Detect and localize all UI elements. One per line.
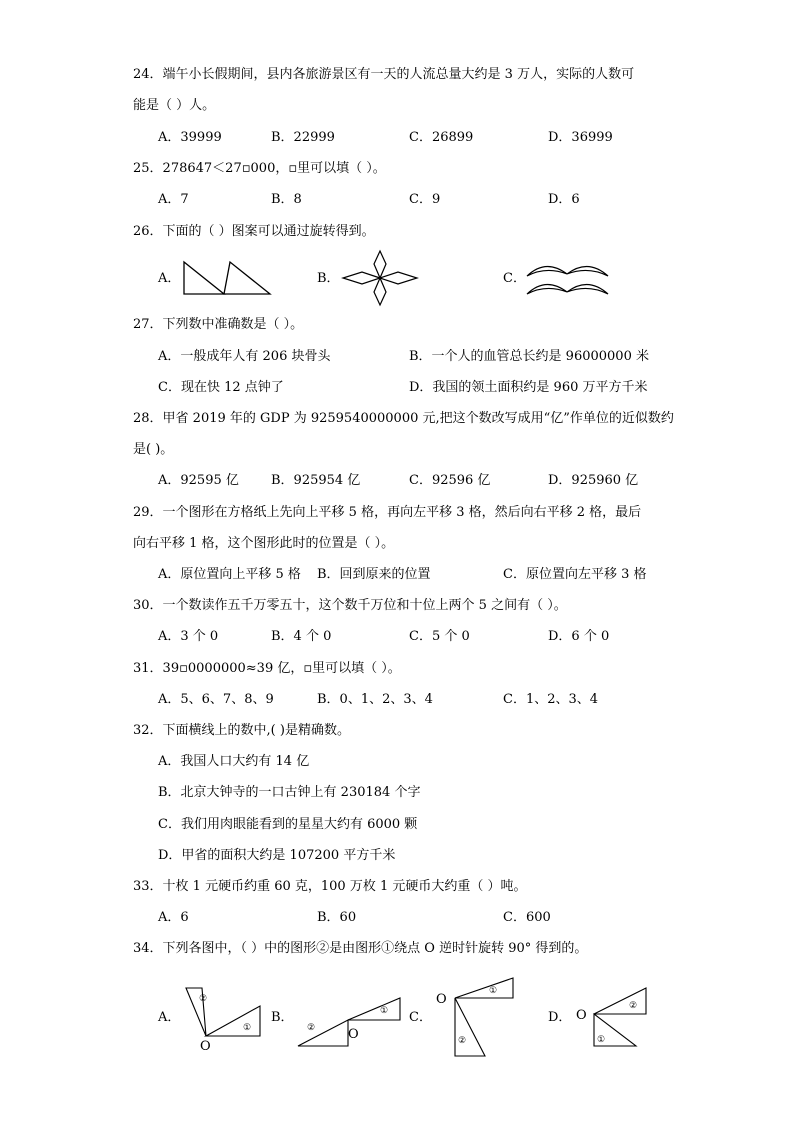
q32-option-b: B．北京大钟寺的一口古钟上有 230184 个字 [158, 785, 421, 800]
q34-c-label-one: ① [489, 986, 498, 996]
q34-a-label-o: O [200, 1039, 211, 1054]
q30-option-c: C．5 个 0 [409, 629, 470, 644]
q34-figure-b [296, 994, 406, 1050]
q26-figure-a-triangles [182, 258, 274, 298]
q32-option-c: C．我们用肉眼能看到的星星大约有 6000 颗 [158, 817, 418, 832]
q32-stem: 32．下面横线上的数中,( )是精确数。 [133, 723, 350, 738]
q24-stem-line1: 24．端午小长假期间，县内各旅游景区有一天的人流总量大约是 3 万人，实际的人数可 [133, 67, 635, 82]
q34-option-c: C． [409, 1010, 432, 1025]
q25-option-d: D．6 [548, 192, 580, 207]
q34-c-label-two: ② [458, 1036, 467, 1046]
q28-stem-line2: 是( )。 [133, 442, 174, 457]
q25-stem: 25．278647＜27▫000，▫里可以填（ ）。 [133, 161, 386, 176]
q26-option-a: A． [158, 271, 181, 286]
q27-option-b: B．一个人的血管总长约是 96000000 米 [409, 349, 649, 364]
q34-d-label-o: O [576, 1008, 587, 1023]
q27-option-d: D．我国的领土面积约是 960 万平方千米 [409, 380, 648, 395]
q34-a-label-two: ② [199, 994, 208, 1004]
q26-stem: 26．下面的（ ）图案可以通过旋转得到。 [133, 224, 375, 239]
q34-option-b: B． [271, 1010, 294, 1025]
q33-option-c: C．600 [503, 910, 551, 925]
q27-stem: 27．下列数中准确数是（ ）。 [133, 317, 304, 332]
q34-b-label-o: O [348, 1027, 359, 1042]
q28-option-d: D．925960 亿 [548, 473, 639, 488]
q31-stem: 31．39▫0000000≈39 亿，▫里可以填（ ）。 [133, 661, 401, 676]
q25-option-a: A．7 [158, 192, 189, 207]
q33-option-a: A．6 [158, 910, 189, 925]
q26-figure-b-rhombus-flower [340, 248, 420, 308]
q34-figure-a [180, 984, 270, 1054]
q30-stem: 30．一个数读作五千万零五十，这个数千万位和十位上两个 5 之间有（ ）。 [133, 598, 567, 613]
q32-option-d: D．甲省的面积大约是 107200 平方千米 [158, 848, 396, 863]
q32-option-a: A．我国人口大约有 14 亿 [158, 754, 310, 769]
q24-stem-line2: 能是（ ）人。 [133, 98, 216, 113]
q34-c-label-o: O [436, 992, 447, 1007]
q24-option-d: D．36999 [548, 130, 613, 145]
q31-option-c: C．1、2、3、4 [503, 692, 599, 707]
q29-option-a: A．原位置向上平移 5 格 [158, 567, 301, 582]
q33-stem: 33．十枚 1 元硬币约重 60 克，100 万枚 1 元硬币大约重（ ）吨。 [133, 879, 527, 894]
q28-option-c: C．92596 亿 [409, 473, 491, 488]
q34-figure-d [574, 984, 648, 1050]
q34-stem: 34．下列各图中，（ ）中的图形②是由图形①绕点 O 逆时针旋转 90° 得到的。 [133, 941, 588, 956]
q29-stem-line2: 向右平移 1 格，这个图形此时的位置是（ ）。 [133, 536, 395, 551]
q29-stem-line1: 29．一个图形在方格纸上先向上平移 5 格，再向左平移 3 格，然后向右平移 2 格，最后 [133, 505, 642, 520]
q29-option-c: C．原位置向左平移 3 格 [503, 567, 647, 582]
q26-figure-c-arcs [524, 260, 612, 300]
q28-stem-line1: 28．甲省 2019 年的 GDP 为 9259540000000 元,把这个数改写成用“亿”作单位的近似数约 [133, 411, 674, 426]
q24-option-b: B．22999 [271, 130, 335, 145]
q25-option-b: B．8 [271, 192, 302, 207]
q34-option-d: D． [548, 1010, 572, 1025]
q24-option-a: A．39999 [158, 130, 222, 145]
q29-option-b: B．回到原来的位置 [317, 567, 431, 582]
q31-option-a: A．5、6、7、8、9 [158, 692, 274, 707]
q24-option-c: C．26899 [409, 130, 474, 145]
q27-option-a: A．一般成年人有 206 块骨头 [158, 349, 331, 364]
q34-option-a: A． [158, 1010, 181, 1025]
q30-option-b: B．4 个 0 [271, 629, 332, 644]
q34-d-label-two: ② [629, 1001, 638, 1011]
q27-option-c: C．现在快 12 点钟了 [158, 380, 284, 395]
q34-d-label-one: ① [597, 1035, 606, 1045]
q34-b-label-two: ② [307, 1023, 316, 1033]
q28-option-a: A．92595 亿 [158, 473, 239, 488]
q25-option-c: C．9 [409, 192, 441, 207]
q26-option-b: B． [317, 271, 340, 286]
q34-a-label-one: ① [243, 1023, 252, 1033]
q30-option-d: D．6 个 0 [548, 629, 610, 644]
q34-b-label-one: ① [380, 1006, 389, 1016]
q30-option-a: A．3 个 0 [158, 629, 219, 644]
q31-option-b: B．0、1、2、3、4 [317, 692, 433, 707]
q34-figure-c [433, 976, 523, 1060]
q33-option-b: B．60 [317, 910, 357, 925]
q28-option-b: B．925954 亿 [271, 473, 361, 488]
q26-option-c: C． [503, 271, 526, 286]
